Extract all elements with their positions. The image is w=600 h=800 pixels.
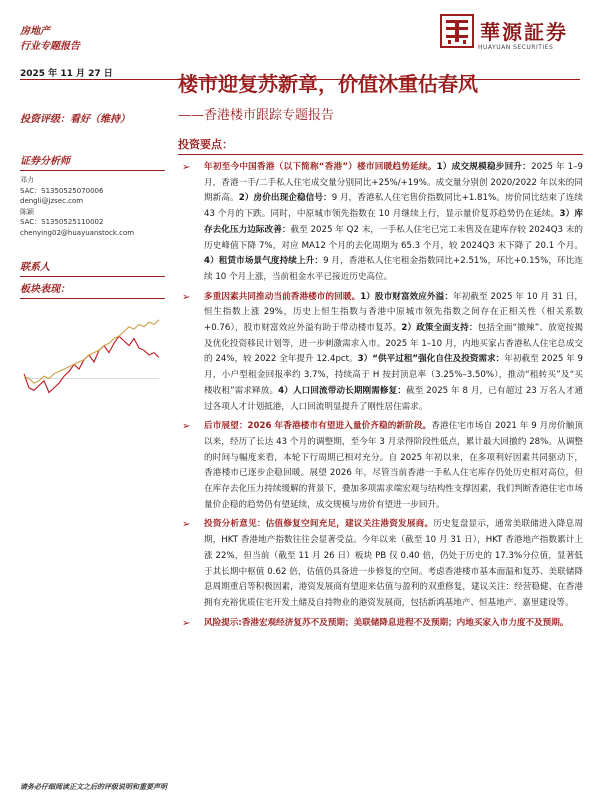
category-industry: 房地产 (20, 26, 50, 37)
key-point-text: 香港住宅市场自 2021 年 9 月房价触顶以来，经历了长达 43 个月的调整期，至今年 3 月录得阶段性低点，累计最大回撤约 28%。从调整的时间与幅度来看，本轮下行周期已相对充分。自 2025 年初以来，在多项利好因素共同驱动下，香港楼市已逐步企稳回暖。展望 2026 年，尽管当前香港一手私人住宅库存仍处历史相对高位，但在库存去化压力持续缓解的背景下，叠加多项需求端宏观与结构性支撑因素，我们判断香港住宅市场量价企稳的趋势仍有望延续，成交规模与房价有望进一步回升。 (204, 421, 583, 510)
key-point-lead: 后市展望：2026 年香港楼市有望进入量价齐稳的新阶段。 (204, 421, 432, 432)
analyst-heading: 证券分析师 (20, 152, 165, 171)
key-point-2 (178, 290, 583, 416)
performance-line-chart (20, 300, 165, 410)
key-point-subheading: 2）房价出现企稳信号： (238, 193, 332, 204)
sector-performance-chart (20, 300, 165, 410)
key-point-subheading: 2）政策全面支持： (401, 323, 478, 334)
key-point-3 (178, 419, 583, 513)
key-point-lead: 风险提示:香港宏观经济复苏不及预期；美联储降息进程不及预期；内地买家入市力度不及预期。 (204, 617, 569, 628)
key-point-text: 历史复盘显示，通常美联储进入降息周期，HKT 香港地产指数往往会显著受益。今年以来（截至 10 月 31 日），HKT 香港地产指数累计上涨 22%，但当前（截至 11 月 26 日）板块 PB 仅 0.40 倍，仍处于历史的 17.3%分位值，显著低于其长期中枢值 0.62 倍，估值仍具备进一步修复的空间。考虑香港楼市基本面温和复苏、美联储降息周期重启等积极因素，港资发展商有望迎来估值与盈利的双重修复，建议关注：经营稳健、在香港拥有充裕优质住宅开发土储及自持物业的港资发展商，包括新鸿基地产、恒基地产、嘉里建设等。 (204, 519, 583, 608)
report-category (20, 24, 80, 54)
arrow-bullet-icon: ➢ (182, 162, 191, 173)
arrow-bullet-icon: ➢ (182, 617, 191, 629)
analyst-email[interactable]: dengli@jzsec.com (20, 197, 84, 205)
contact-section (20, 258, 165, 277)
analyst-name: 邓力 (20, 176, 34, 184)
key-point-subheading: 4）人口回流带动长期刚需修复： (278, 385, 407, 396)
key-point-subheading: 3）“供平过租”强化自住及投资需求： (357, 354, 505, 365)
key-point-text: 9 月，香港私人住宅租金指数同比+2.51%，环比+0.15%，环比连续 10 个月上涨，当前租金水平已接近历史高位。 (204, 256, 584, 282)
investment-rating: 投资评级：看好（维持） (20, 114, 130, 125)
page-subtitle: ——香港楼市跟踪专题报告 (178, 108, 335, 123)
series-line-csi300 (24, 320, 159, 383)
key-point-subheading: 1）成交规模稳步回升： (436, 162, 532, 172)
arrow-bullet-icon: ➢ (182, 421, 191, 433)
key-point-text: 年初截至 2025 年 10 月 31 日，恒生指数上涨 29%，历史上恒生指数与香港中原城市领先指数之间存在正相关性（相关系数+0.76），股市财富效应外溢有助于带动楼市复苏。 (204, 291, 583, 334)
key-points-heading: 投资要点： (178, 136, 583, 155)
page-title: 楼市迎复苏新章，价值沐重估春风 (178, 72, 478, 96)
key-point-text: 2025 年 1–9 月，香港一手/二手私人住宅成交量分别同比+25%/+19%。成交量分别创 2020/2022 年以来的同期新高。 (204, 162, 583, 204)
key-point-1 (178, 160, 583, 286)
analyst-section (20, 152, 165, 238)
key-point-subheading: 4）租赁市场景气度持续上升： (204, 256, 324, 267)
category-type: 行业专题报告 (20, 41, 80, 52)
contact-heading: 联系人 (20, 258, 165, 277)
series-line-real-estate (24, 336, 159, 392)
logo-emblem-icon (440, 14, 474, 48)
analyst-list (20, 175, 165, 238)
brand-logo (440, 12, 590, 62)
key-point-subheading: 1）股市财富效应外溢： (360, 291, 454, 302)
brand-name-en: HUAYUAN SECURITIES (478, 44, 554, 51)
sector-performance-section (20, 280, 165, 299)
disclaimer-footer: 请务必仔细阅读正文之后的评级说明和重要声明 (20, 783, 167, 791)
key-point-lead: 多重因素共同推动当前香港楼市的回暖。 (204, 291, 361, 302)
key-points-list (178, 160, 583, 631)
key-points (178, 136, 583, 635)
key-point-text: 截至 2025 年 Q2 末，一手私人住宅已完工未售及在建库存较 2024Q3 末的历史峰值下降 7%，对应 MA12 个月的去化周期为 65.3 个月，较 2024Q3 末下降了 20.1 个月。 (204, 224, 583, 251)
analyst-name: 陈颖 (20, 207, 34, 216)
brand-name-cn: 華源証券 (480, 20, 568, 44)
analyst-sac: SAC：S1350525110002 (20, 218, 104, 226)
key-point-text: 截至 2025 年 8 月，已有超过 23 万名人才通过各项人才计划抵港，人口回流明显提升了刚性居住需求。 (204, 385, 584, 412)
key-point-lead: 投资分析意见：估值修复空间充足，建议关注港资发展商。 (204, 519, 434, 530)
arrow-bullet-icon: ➢ (182, 519, 191, 531)
key-point-lead: 年初至今中国香港（以下简称“香港”）楼市回暖趋势延续。 (204, 162, 437, 172)
key-point-text: 包括全面“撤辣”、放宽按揭及优化投资移民计划等，进一步刺激需求入市。2025 年 1–10 月，内地买家占香港私人住宅总成交的 24%，较 2022 全年提升 12.4pct。 (204, 323, 584, 365)
key-point-text: 9 月，香港私人住宅售价指数同比+1.81%。房价同比结束了连续 43 个月的下跌。同时，中原城市领先指数在 10 月继续上行，显示量价复苏趋势仍在延续。 (204, 193, 583, 220)
report-date: 2025 年 11 月 27 日 (20, 69, 113, 79)
chart-heading: 板块表现： (20, 280, 165, 299)
key-point-5 (178, 616, 583, 632)
key-point-subheading: 3）库存去化压力边际改善： (204, 209, 583, 235)
analyst-email[interactable]: chenying02@huayuanstock.com (20, 228, 135, 237)
analyst-sac: SAC：S1350525070006 (20, 186, 104, 195)
arrow-bullet-icon: ➢ (182, 291, 191, 303)
key-point-text: 年初截至 2025 年 9 月，小户型租金回报率约 3.7%，持续高于 H 按封顶息率（3.25%–3.50%），推动“租转买”及“买楼收租”需求释放。 (204, 354, 583, 396)
key-point-4 (178, 517, 583, 611)
